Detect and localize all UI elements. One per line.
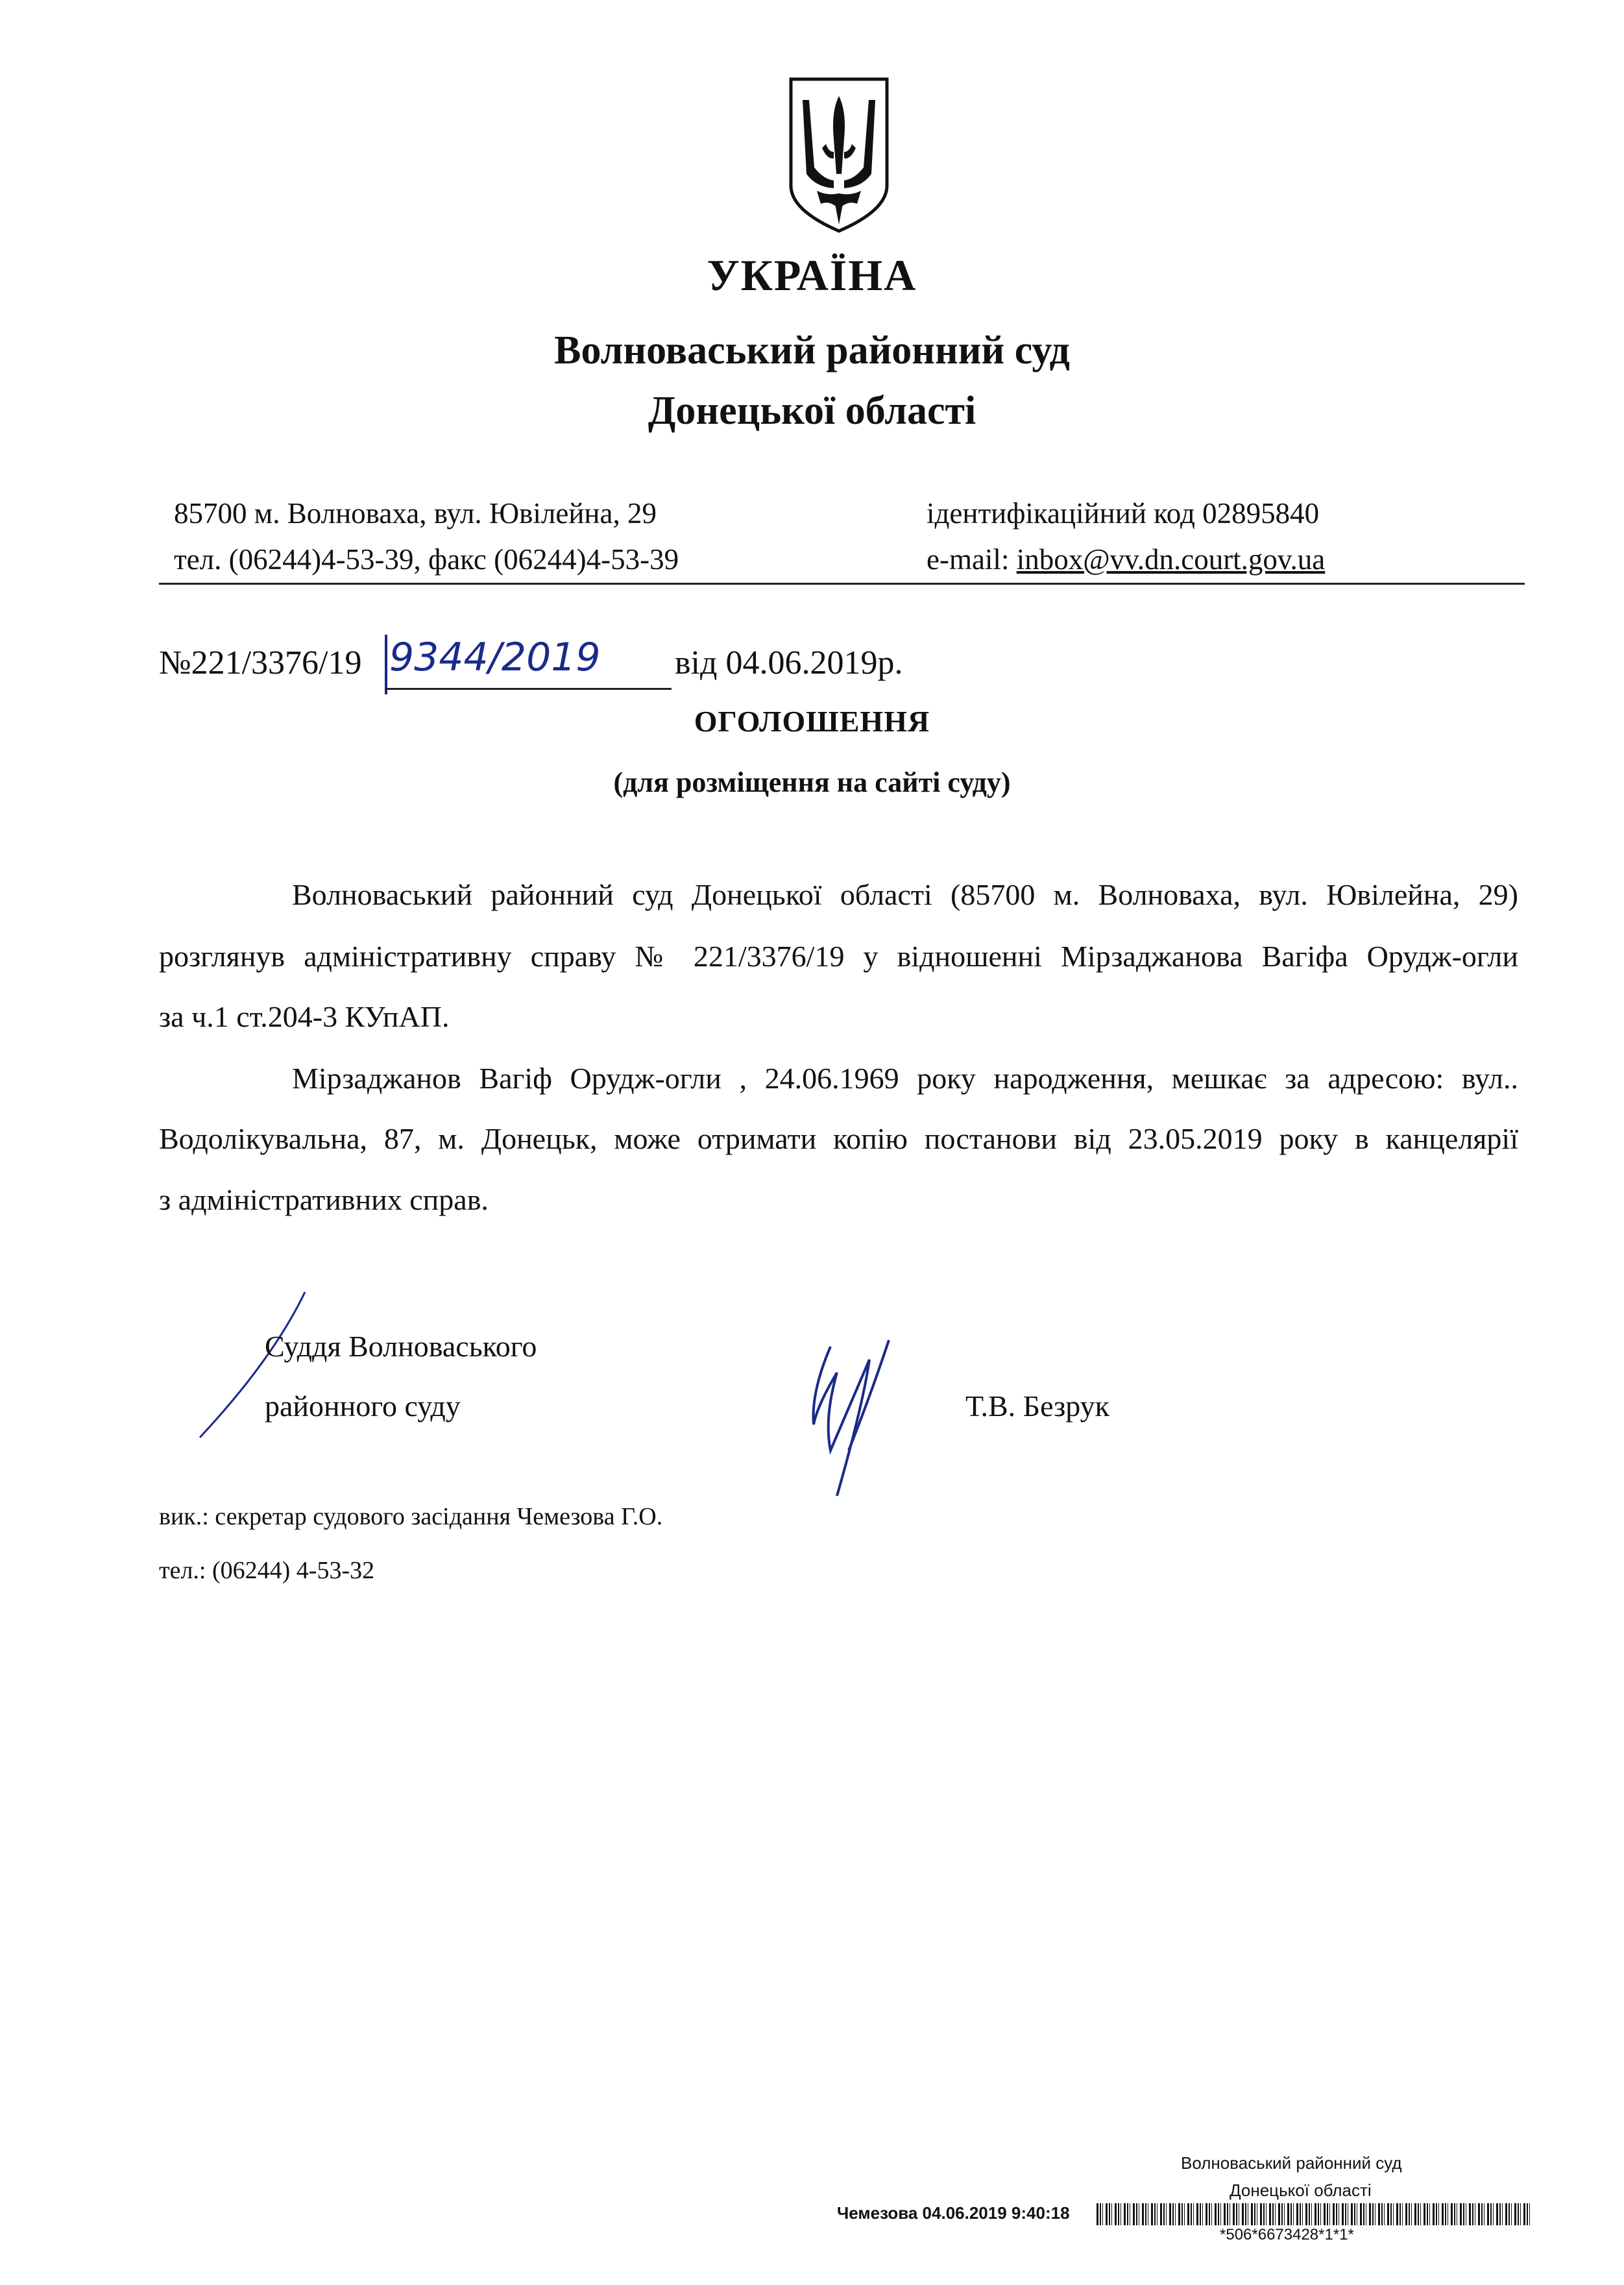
handwritten-stroke bbox=[385, 635, 387, 694]
handwritten-number: 9344/2019 bbox=[389, 635, 601, 680]
paragraph-1-line-1: Волноваський районний суд Донецької області (85700 м. Волноваха, вул. Ювілейна, 29) bbox=[292, 878, 1518, 911]
court-address: 85700 м. Волноваха, вул. Ювілейна, 29 bbox=[174, 497, 657, 530]
executor-line: вик.: секретар судового засідання Чемезова Г.О. bbox=[159, 1503, 663, 1530]
coat-of-arms-icon bbox=[787, 77, 891, 234]
paragraph-2-line-2: Водолікувальна, 87, м. Донецьк, може отримати копію постанови від 23.05.2019 року в канцелярії bbox=[159, 1122, 1518, 1155]
barcode-code: *506*6673428*1*1* bbox=[1220, 2226, 1354, 2243]
stamp-meta: Чемезова 04.06.2019 9:40:18 bbox=[837, 2203, 1070, 2223]
barcode-bars bbox=[1097, 2203, 1531, 2225]
paragraph-1-line-2: розглянув адміністративну справу № 221/3376/19 у відношенні Мірзаджанова Вагіфа Орудж-огли bbox=[159, 940, 1518, 973]
paragraph-1-line-3: за ч.1 ст.204-3 КУпАП. bbox=[159, 1000, 450, 1033]
announcement-subtitle: (для розміщення на сайті суду) bbox=[613, 766, 1011, 798]
email-label: e-mail: bbox=[927, 543, 1010, 576]
court-name: Волноваський районний суд bbox=[554, 328, 1070, 373]
email-line bbox=[927, 543, 1325, 576]
judge-title-line-2: районного суду bbox=[265, 1389, 461, 1423]
judge-name: Т.В. Безрук bbox=[965, 1389, 1109, 1423]
court-region: Донецької області bbox=[648, 389, 976, 433]
registration-number: №221/3376/19 bbox=[159, 644, 362, 681]
court-phone: тел. (06244)4-53-39, факс (06244)4-53-39 bbox=[174, 543, 679, 576]
registration-date: від 04.06.2019р. bbox=[675, 644, 903, 681]
id-code: ідентифікаційний код 02895840 bbox=[927, 497, 1320, 530]
paragraph-2-line-3: з адміністративних справ. bbox=[159, 1183, 489, 1216]
email-link[interactable]: inbox@vv.dn.court.gov.ua bbox=[1016, 543, 1326, 576]
stamp-court-region: Донецької області bbox=[1230, 2181, 1372, 2200]
registration-underline bbox=[385, 688, 672, 690]
header-divider bbox=[159, 583, 1525, 585]
announcement-title: ОГОЛОШЕННЯ bbox=[694, 705, 930, 738]
handwritten-signature bbox=[792, 1334, 934, 1502]
stamp-court-name: Волноваський районний суд bbox=[1181, 2153, 1402, 2173]
country-title: УКРАЇНА bbox=[707, 250, 917, 300]
executor-phone: тел.: (06244) 4-53-32 bbox=[159, 1557, 375, 1584]
paragraph-2-line-1: Мірзаджанов Вагіф Орудж-огли , 24.06.1969 року народження, мешкає за адресою: вул.. bbox=[292, 1062, 1518, 1095]
judge-title-line-1: Суддя Волноваського bbox=[265, 1330, 537, 1363]
